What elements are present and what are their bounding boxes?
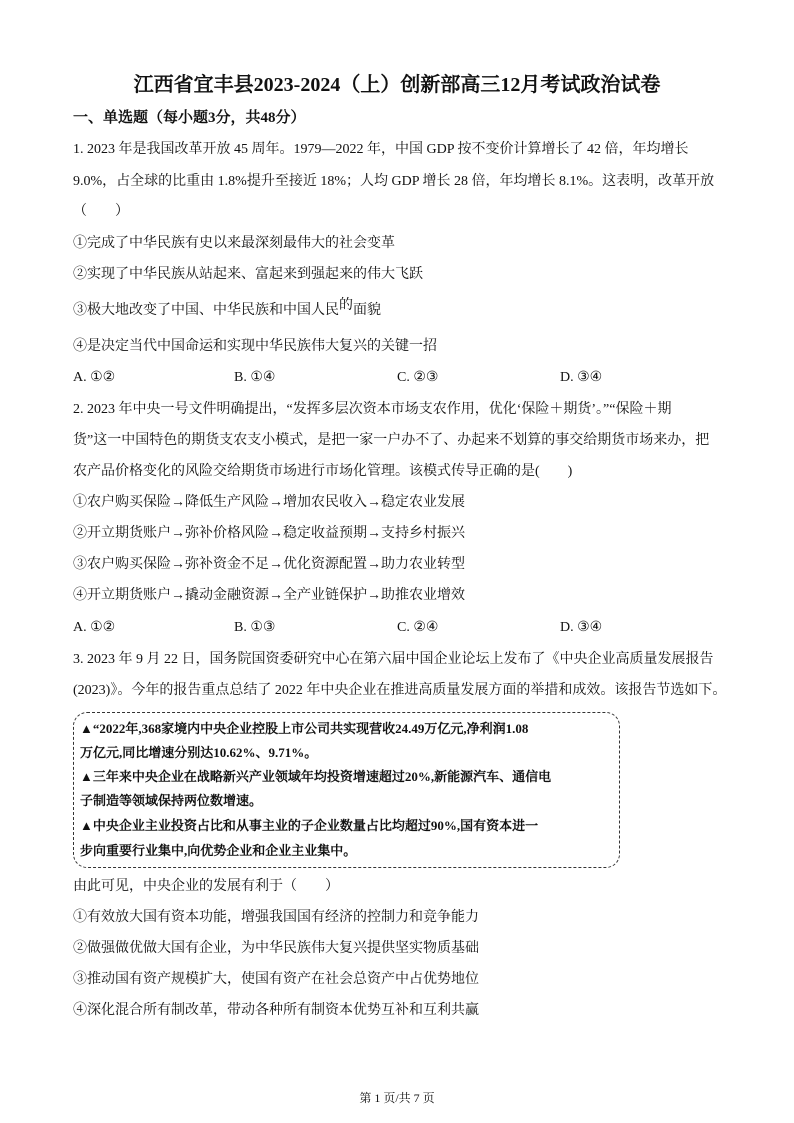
q1-statement-3 — [73, 298, 381, 321]
q3-statement-1: ①有效放大国有资本功能，增强我国国有经济的控制力和竞争能力 — [73, 910, 479, 925]
q2-statement-1: ①农户购买保险→降低生产风险→增加农民收入→稳定农业发展 — [73, 495, 465, 510]
q1-statement-2: ②实现了中华民族从站起来、富起来到强起来的伟大飞跃 — [73, 267, 423, 282]
section-heading: 一、单选题（每小题3分，共48分） — [73, 110, 306, 126]
q1-stem-line: 9.0%，占全球的比重由 1.8%提升至接近 18%；人均 GDP 增长 28 倍，年均增长 8.1%。这表明，改革开放 — [73, 174, 715, 189]
excerpt-line: 万亿元,同比增速分别达10.62%、9.71%。 — [80, 745, 318, 760]
q1-statement-3-raised-char: 的 — [339, 298, 353, 313]
q1-answer-blank: （ ） — [73, 204, 129, 219]
q1-option-b: B. ①④ — [234, 370, 276, 385]
q1-option-c: C. ②③ — [397, 370, 439, 385]
excerpt-line: ▲三年来中央企业在战略新兴产业领域年均投资增速超过20%,新能源汽车、通信电 — [80, 769, 552, 784]
q1-statement-1: ①完成了中华民族有史以来最深刻最伟大的社会变革 — [73, 236, 395, 251]
q1-statement-3-main: ③极大地改变了中国、中华民族和中国人民 — [73, 303, 339, 318]
excerpt-line: ▲中央企业主业投资占比和从事主业的子企业数量占比均超过90%,国有资本进一 — [80, 818, 539, 833]
q1-option-a: A. ①② — [73, 370, 116, 385]
q2-statement-3: ③农户购买保险→弥补资金不足→优化资源配置→助力农业转型 — [73, 557, 465, 572]
q1-stem-line: 1. 2023 年是我国改革开放 45 周年。1979—2022 年，中国 GDP 按不变价计算增长了 42 倍，年均增长 — [73, 142, 689, 157]
q2-stem-line: 农产品价格变化的风险交给期货市场进行市场化管理。该模式传导正确的是( ) — [73, 464, 573, 479]
q1-option-d: D. ③④ — [560, 370, 603, 385]
q3-statement-2: ②做强做优做大国有企业，为中华民族伟大复兴提供坚实物质基础 — [73, 941, 479, 956]
q2-option-a: A. ①② — [73, 620, 116, 635]
q2-option-c: C. ②④ — [397, 620, 439, 635]
q2-stem-line: 2. 2023 年中央一号文件明确提出，“发挥多层次资本市场支农作用，优化‘保险＋期货’。”“保险＋期 — [73, 402, 672, 417]
q2-statement-2: ②开立期货账户→弥补价格风险→稳定收益预期→支持乡村振兴 — [73, 526, 465, 541]
q2-statement-4: ④开立期货账户→撬动金融资源→全产业链保护→助推农业增效 — [73, 588, 465, 603]
exam-title: 江西省宜丰县2023-2024（上）创新部高三12月考试政治试卷 — [133, 74, 661, 96]
excerpt-line: 步向重要行业集中,向优势企业和企业主业集中。 — [80, 843, 357, 858]
q1-statement-4: ④是决定当代中国命运和实现中华民族伟大复兴的关键一招 — [73, 339, 437, 354]
excerpt-line: ▲“2022年,368家境内中央企业控股上市公司共实现营收24.49万亿元,净利润1.08 — [80, 721, 529, 736]
q3-prompt: 由此可见，中央企业的发展有利于（ ） — [73, 879, 339, 894]
q3-statement-4: ④深化混合所有制改革，带动各种所有制资本优势互补和互利共赢 — [73, 1003, 479, 1018]
q2-option-b: B. ①③ — [234, 620, 276, 635]
q2-option-d: D. ③④ — [560, 620, 603, 635]
page-footer: 第 1 页/共 7 页 — [359, 1091, 435, 1105]
q3-statement-3: ③推动国有资产规模扩大，使国有资产在社会总资产中占优势地位 — [73, 972, 479, 987]
q1-statement-3-tail: 面貌 — [353, 303, 381, 318]
q3-stem-line: (2023)》。今年的报告重点总结了 2022 年中央企业在推进高质量发展方面的举措和成效。该报告节选如下。 — [73, 683, 727, 698]
excerpt-line: 子制造等领域保持两位数增速。 — [80, 793, 263, 808]
q2-stem-line: 货”这一中国特色的期货支农支小模式，是把一家一户办不了、办起来不划算的事交给期货市场来办，把 — [73, 433, 710, 448]
q3-stem-line: 3. 2023 年 9 月 22 日，国务院国资委研究中心在第六届中国企业论坛上发布了《中央企业高质量发展报告 — [73, 652, 714, 667]
